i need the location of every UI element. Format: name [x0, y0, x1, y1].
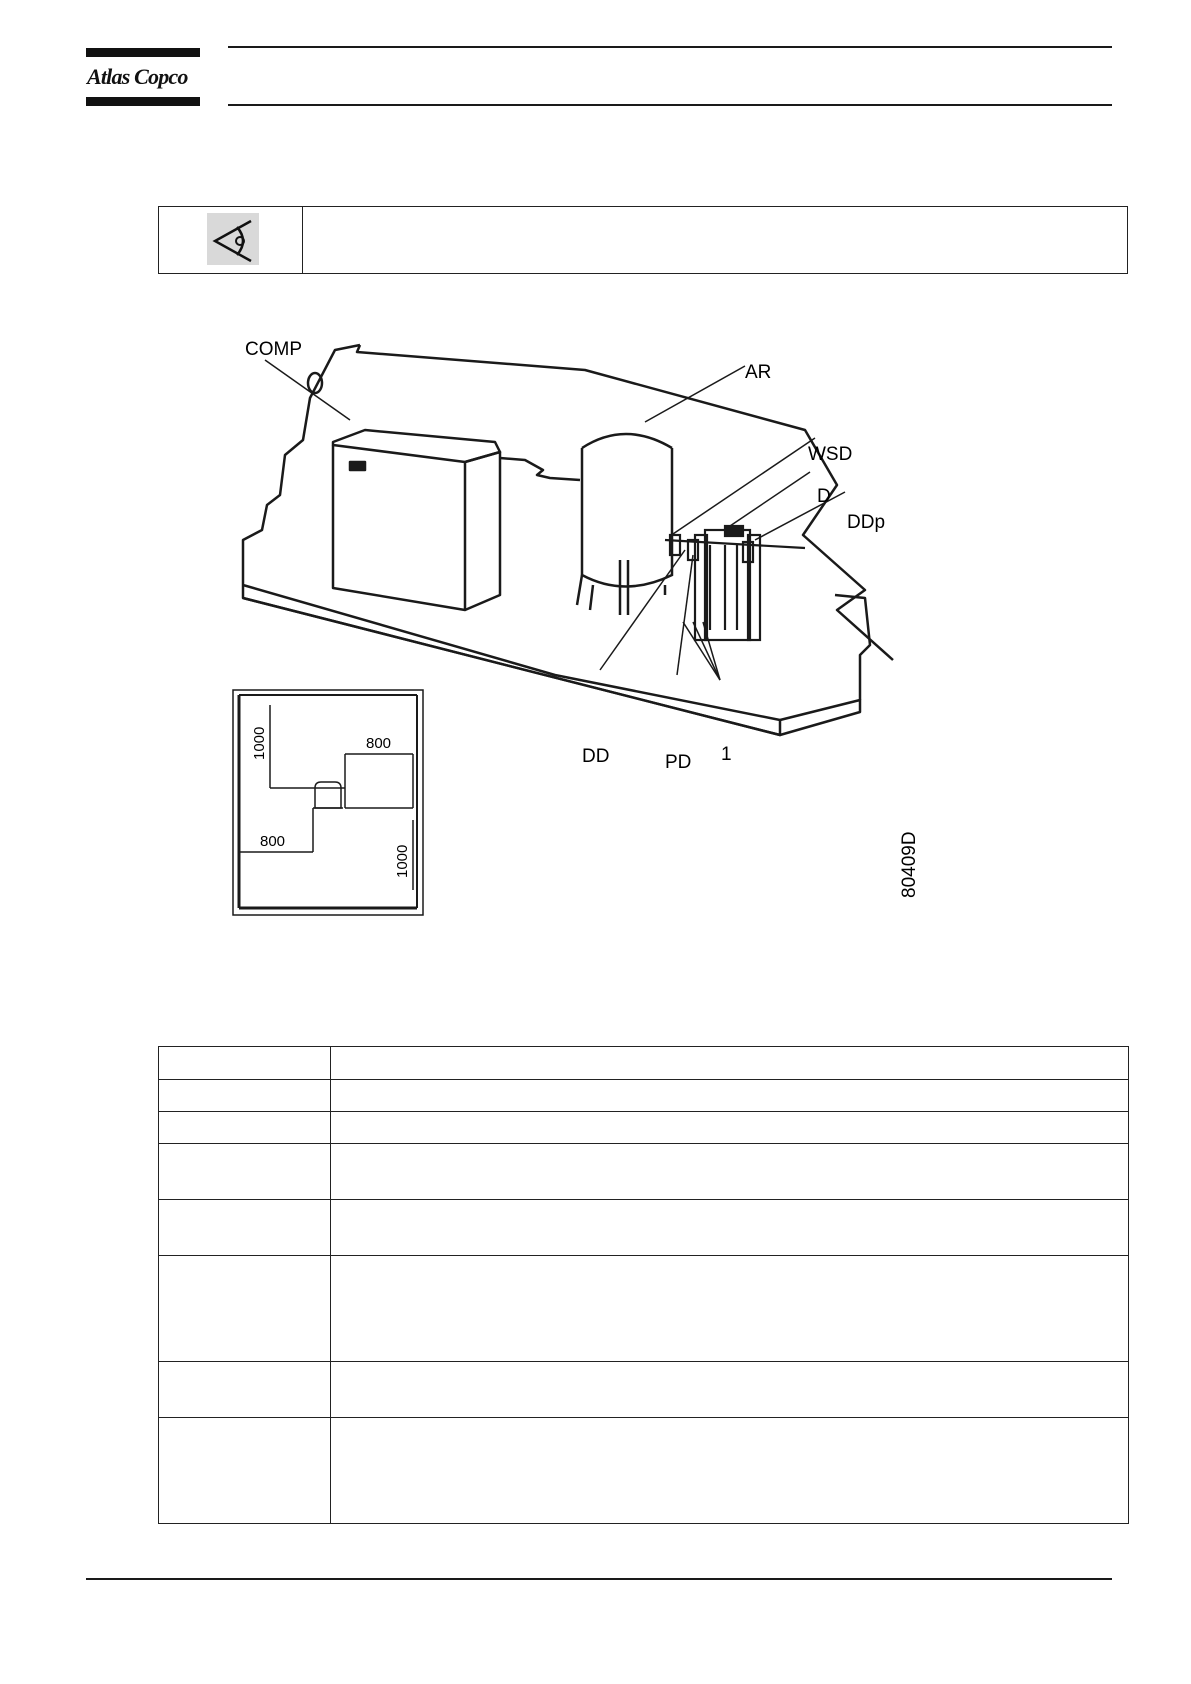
table-cell-value: [331, 1080, 1129, 1112]
header-rule-bottom: [228, 104, 1112, 106]
table-row: [159, 1200, 1129, 1256]
table-row: [159, 1112, 1129, 1144]
installation-drawing: [225, 330, 1005, 930]
legend-table: [158, 1046, 1129, 1524]
room-back-wall: [357, 345, 893, 660]
table-cell-value: [331, 1200, 1129, 1256]
figure-code: 80409D: [899, 831, 920, 898]
label-one: 1: [721, 744, 732, 765]
table-cell-key: [159, 1112, 331, 1144]
label-wsd: WSD: [808, 444, 853, 465]
logo-wordmark: Atlas Copco: [87, 64, 188, 89]
label-dd: DD: [582, 746, 610, 767]
room-left-wall: [243, 345, 780, 735]
label-d: D: [817, 486, 831, 507]
note-text-cell: [303, 207, 1127, 273]
dim-bottom-horizontal: 800: [260, 833, 286, 850]
logo-bar-top: [86, 48, 200, 57]
dryer-and-filters: [665, 526, 805, 640]
table-cell-key: [159, 1200, 331, 1256]
table-cell-value: [331, 1047, 1129, 1080]
table-cell-value: [331, 1418, 1129, 1524]
table-row: [159, 1144, 1129, 1200]
dim-top-vertical: 1000: [251, 726, 268, 760]
label-pd: PD: [665, 752, 692, 773]
label-comp: COMP: [245, 339, 302, 360]
table-row: [159, 1256, 1129, 1362]
header-rule-top: [228, 46, 1112, 48]
table-cell-key: [159, 1047, 331, 1080]
table-cell-key: [159, 1362, 331, 1418]
inset-plan-view: [233, 690, 423, 915]
table-cell-key: [159, 1418, 331, 1524]
note-icon-cell: [159, 207, 303, 273]
table-cell-key: [159, 1256, 331, 1362]
label-ddp: DDp: [847, 512, 886, 533]
table-cell-value: [331, 1256, 1129, 1362]
atlas-copco-logo: [86, 48, 200, 106]
logo-bar-bottom: [86, 97, 200, 106]
table-row: [159, 1418, 1129, 1524]
eye-icon: [207, 213, 259, 265]
footer-rule: [86, 1578, 1112, 1580]
label-ar: AR: [745, 362, 772, 383]
dim-bottom-vertical: 1000: [394, 844, 411, 878]
dim-top-horizontal: 800: [366, 735, 392, 752]
table-row: [159, 1047, 1129, 1080]
room-floor: [243, 598, 860, 735]
table-cell-value: [331, 1112, 1129, 1144]
table-cell-value: [331, 1144, 1129, 1200]
table-cell-value: [331, 1362, 1129, 1418]
table-row: [159, 1080, 1129, 1112]
table-row: [159, 1362, 1129, 1418]
note-box: [158, 206, 1128, 274]
compressor-unit: [333, 430, 580, 610]
table-cell-key: [159, 1080, 331, 1112]
table-cell-key: [159, 1144, 331, 1200]
